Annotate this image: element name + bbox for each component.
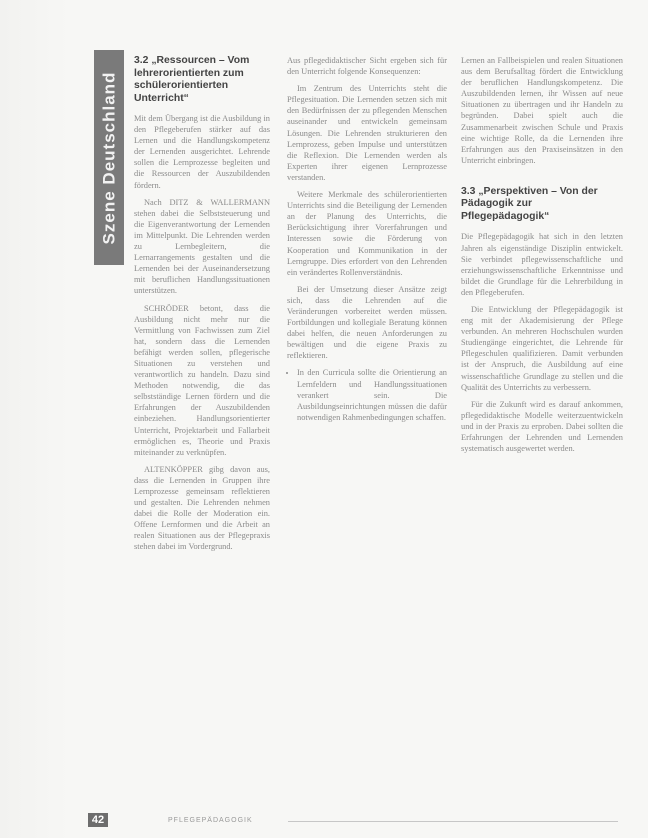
paragraph: Weitere Merkmale des schülerorientierten Unterrichts sind die Beteiligung der Lernenden an der Planung des Unterrichts, die Berücksichtigung ihrer Vorerfahrungen und Interessen sowie die Förderung von Kooperation und Kommunikation in der Lerngruppe. Dies erfordert von den Lehrenden ein verändertes Rollenverständnis.: [287, 190, 447, 277]
paragraph: Lernen an Fallbeispielen und realen Situationen aus dem Berufsalltag fördert die Entwicklung der beruflichen Handlungskompetenz. Die Auszubildenden lernen, ihr Wissen auf neue Situationen zu übertragen und ihr Handeln zu begründen. Dabei spielt auch die Zusammenarbeit zwischen Schule und Praxis eine wichtige Rolle, da die Lernenden ihre Erfahrungen aus den Praxiseinsätzen in den Unterricht einbringen.: [461, 56, 623, 165]
section-heading-3-2: 3.2 „Ressourcen – Vom lehrerorientierten zum schülerorientierten Unterricht“: [134, 55, 250, 104]
column-3: [461, 55, 623, 460]
paragraph: Die Entwicklung der Pflegepädagogik ist eng mit der Akademisierung der Pflege verbunden. An mehreren Hochschulen wurden Studiengänge eingerichtet, die Lehrende für Pflegeschulen qualifizieren. Damit verbunden ist der Anspruch, die Ausbildung auf eine wissenschaftliche Grundlage zu stellen und die Qualität des Unterrichts zu verbessern.: [461, 305, 623, 392]
paragraph: ALTENKÖPPER gibg davon aus, dass die Lernenden in Gruppen ihre Lernprozesse gemeinsam reflektieren und gestalten. Die Lehrenden nehmen dabei die Rolle der Moderation ein. Offene Lernformen und die Arbeit an realen Situationen aus der Pflegepraxis stehen dabei im Vordergrund.: [134, 464, 270, 552]
column-2: [287, 55, 447, 427]
paragraph: Im Zentrum des Unterrichts steht die Pflegesituation. Die Lernenden setzen sich mit den Bedürfnissen der zu pflegenden Menschen auseinander und entwickeln gemeinsam Lösungen. Die Lehrenden strukturieren den Lernprozess, geben Impulse und unterstützen die Reflexion. Die Lernenden werden als Experten ihrer eigenen Lernprozesse verstanden.: [287, 84, 447, 182]
bullet-list: [287, 367, 447, 422]
list-item: • In den Curricula sollte die Orientierung an Lernfeldern und Handlungssituationen verankert sein. Die Ausbildungseinrichtungen müssen die dafür notwendigen Rahmenbedingungen schaffen.: [297, 367, 447, 422]
page-number: 42: [91, 814, 105, 826]
paragraph: Nach DITZ & WALLERMANN stehen dabei die Selbststeuerung und die Eigenverantwortung der Lernenden im Mittelpunkt. Die Lehrenden werden zu Lernbegleitern, die Lernarrangements gestalten und die Lernenden bei der Auseinandersetzung mit beruflichen Handlungssituationen unterstützen.: [134, 197, 270, 296]
paragraph: SCHRÖDER betont, dass die Ausbildung nicht mehr nur die Vermittlung von Fachwissen zum Ziel hat, sondern dass die Lernenden befähigt werden sollen, pflegerische Situationen zu verstehen und verantwortlich zu handeln. Dazu sind Methoden notwendig, die das selbstständige Lernen fördern und die Erfahrungen der Auszubildenden einbeziehen. Handlungsorientierter Unterricht, Projektarbeit und Fallarbeit ermöglichen es, Theorie und Praxis miteinander zu verknüpfen.: [134, 303, 270, 457]
section-heading-3-3: 3.3 „Perspektiven – Von der Pädagogik zur Pflegepädagogik“: [461, 185, 598, 222]
footer-rule: [288, 821, 618, 822]
paragraph: Aus pflegedidaktischer Sicht ergeben sich für den Unterricht folgende Konsequenzen:: [287, 56, 447, 77]
paragraph: Bei der Umsetzung dieser Ansätze zeigt sich, dass die Lehrenden auf die Veränderungen vorbereitet werden müssen. Fortbildungen und kollegiale Beratung können dabei helfen, die neuen Anforderungen zu bewältigen und die eigene Praxis zu reflektieren.: [287, 284, 447, 361]
column-1: [134, 55, 270, 559]
page-shadow: [0, 0, 70, 838]
paragraph: Für die Zukunft wird es darauf ankommen, pflegedidaktische Modelle weiterzuentwickeln und in der Praxis zu erproben. Dabei sollten die Erfahrungen der Lehrenden und Lernenden systematisch ausgewertet werden.: [461, 399, 623, 454]
sidebar-label: Szene Deutschland: [99, 71, 118, 244]
page-footer: [88, 809, 628, 829]
journal-name: PFLEGEPÄDAGOGIK: [168, 817, 253, 824]
paragraph: Die Pflegepädagogik hat sich in den letzten Jahren als eigenständige Disziplin entwickelt. Sie verbindet pflegewissenschaftliche und erziehungswissenschaftliche Erkenntnisse und bildet die Grundlage für die Lehrerbildung in den Pflegeberufen.: [461, 232, 623, 297]
paragraph: Mit dem Übergang ist die Ausbildung in den Pflegeberufen stärker auf das Lernen und die Handlungskompetenz der Lernenden ausgerichtet. Lehrende sollen die Lernprozesse begleiten und die Ressourcen der Auszubildenden fördern.: [134, 114, 270, 190]
